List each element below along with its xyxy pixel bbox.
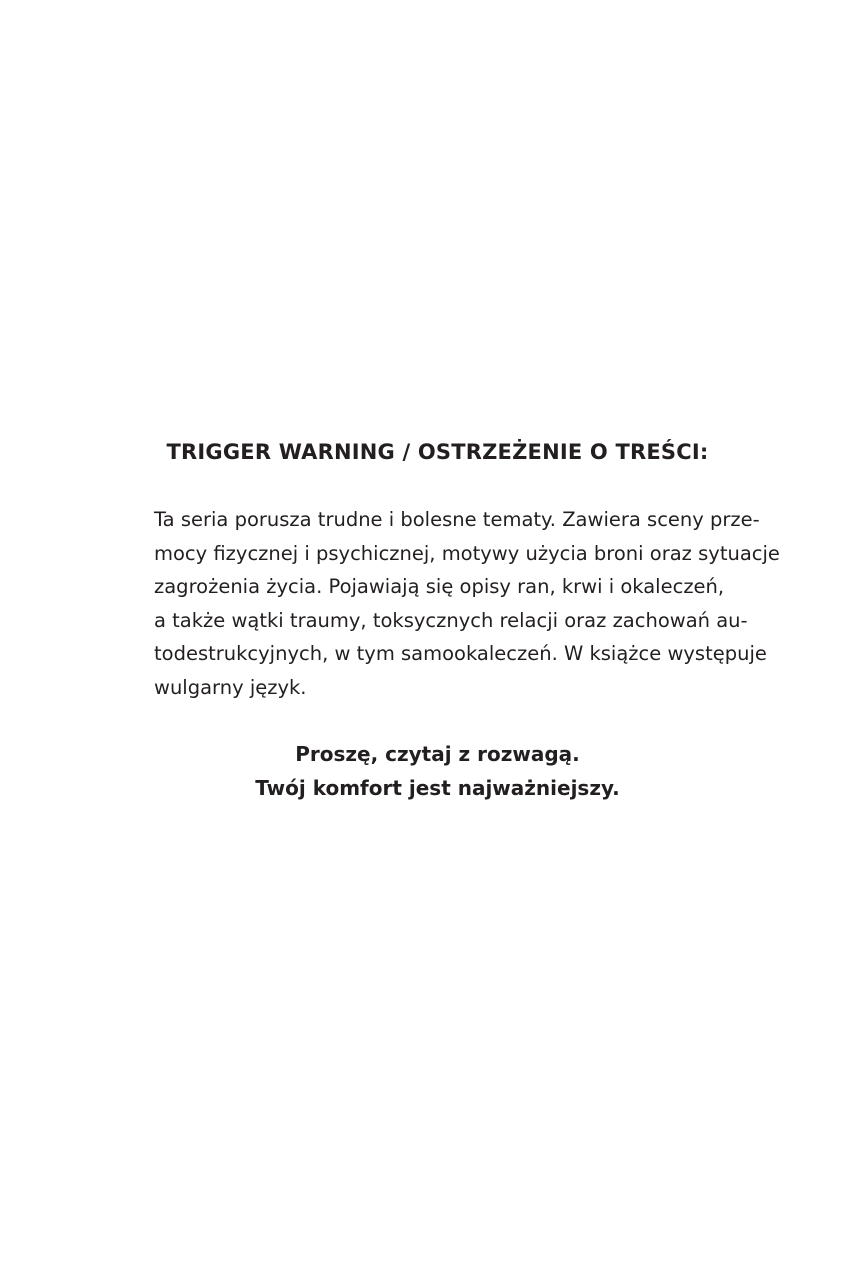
closing-line: Proszę, czytaj z rozwagą. [295, 742, 580, 766]
paragraph-line: todestrukcyjnych, w tym samookaleczeń. W książce występuje [154, 642, 767, 665]
closing-line: Twój komfort jest najważniejszy. [255, 776, 620, 800]
paragraph-line: Ta seria porusza trudne i bolesne tematy. Zawiera sceny prze- [154, 508, 760, 531]
trigger-warning-heading: TRIGGER WARNING / OSTRZEŻENIE O TREŚCI: [166, 440, 709, 464]
closing-message [0, 737, 863, 805]
paragraph-line: wulgarny język. [154, 675, 307, 699]
warning-paragraph [154, 503, 780, 704]
paragraph-line: mocy fizycznej i psychicznej, motywy użycia broni oraz sytuacje [154, 541, 780, 565]
paragraph-line: zagrożenia życia. Pojawiają się opisy ran, krwi i okaleczeń, [154, 575, 725, 598]
paragraph-line: a także wątki traumy, toksycznych relacji oraz zachowań au- [154, 608, 748, 632]
